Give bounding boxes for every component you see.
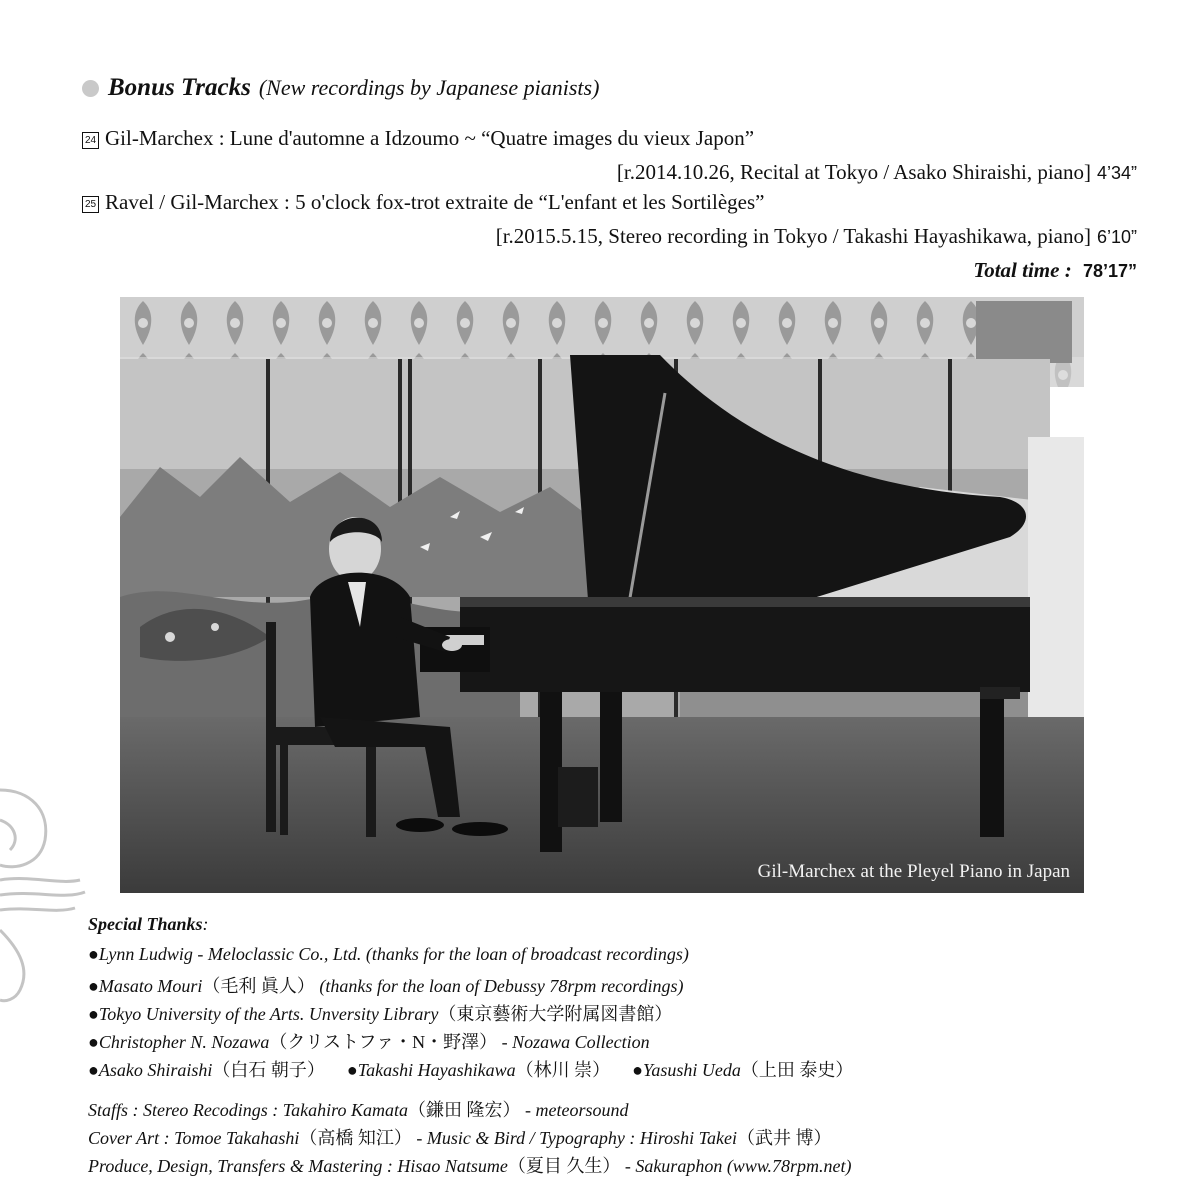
track-24-detail-line — [617, 160, 1137, 185]
special-thanks-heading — [88, 914, 209, 935]
thanks-line-text: ●Lynn Ludwig - Meloclassic Co., Ltd. (thanks for the loan of broadcast recordings) — [88, 944, 689, 964]
track-title: Ravel / Gil-Marchex : 5 o'clock fox-trot extraite de “L'enfant et les Sortilèges” — [105, 190, 765, 214]
credit-text-tail: - meteorsound — [520, 1100, 629, 1120]
bonus-tracks-header — [82, 74, 599, 102]
total-time-value: 78’17” — [1082, 261, 1137, 281]
thanks-person-japanese: （林川 崇） — [515, 1060, 611, 1080]
bonus-tracks-title: Bonus Tracks — [108, 74, 251, 101]
thanks-person-japanese: （白石 朝子） — [212, 1060, 325, 1080]
credit-text-tail: - Music & Bird / Typography : Hiroshi Takei — [411, 1128, 738, 1148]
track-25-title-line — [82, 190, 765, 215]
credit-text: Cover Art : Tomoe Takahashi — [88, 1128, 300, 1148]
total-time — [973, 258, 1137, 283]
credit-line — [88, 1152, 851, 1178]
photo-caption: Gil-Marchex at the Pleyel Piano in Japan — [757, 861, 1070, 882]
thanks-line — [88, 1028, 650, 1054]
bonus-tracks-subtitle: (New recordings by Japanese pianists) — [258, 75, 600, 100]
special-thanks-heading-text: Special Thanks — [88, 914, 203, 934]
credit-text: Staffs : Stereo Recodings : Takahiro Kamata — [88, 1100, 408, 1120]
bird-sketch-decoration — [0, 780, 90, 1010]
credit-line — [88, 1096, 628, 1122]
credit-japanese: （高橋 知江） — [299, 1128, 412, 1148]
special-thanks-colon: : — [202, 914, 209, 934]
thanks-person-japanese: （上田 泰史） — [740, 1060, 854, 1080]
thanks-line — [88, 972, 684, 998]
thanks-name: ●Masato Mouri — [88, 976, 203, 996]
total-time-label: Total time : — [973, 258, 1072, 282]
track-24-title-line — [82, 126, 754, 151]
credit-japanese: （鎌田 隆宏） — [407, 1100, 521, 1120]
grey-bullet-icon — [82, 80, 99, 97]
track-duration: 4’34” — [1096, 163, 1137, 183]
thanks-people-line — [88, 1056, 853, 1082]
thanks-line — [88, 944, 689, 965]
credit-text-tail: - Sakuraphon (www.78rpm.net) — [620, 1156, 852, 1176]
track-detail: [r.2015.5.15, Stereo recording in Tokyo / Takashi Hayashikawa, piano] — [495, 224, 1091, 248]
track-25-detail-line — [496, 224, 1137, 249]
photo-illustration — [120, 297, 1084, 893]
thanks-name-japanese: （東京藝術大学附属図書館） — [438, 1004, 673, 1024]
credit-text: Produce, Design, Transfers & Mastering : Hisao Natsume — [88, 1156, 508, 1176]
credit-japanese: （夏目 久生） — [507, 1156, 621, 1176]
thanks-name: ●Tokyo University of the Arts. Unversity Library — [88, 1004, 439, 1024]
thanks-line — [88, 1000, 672, 1026]
thanks-name-japanese: （クリストファ・N・野澤） — [269, 1032, 498, 1052]
track-duration: 6’10” — [1096, 227, 1137, 247]
thanks-note: - Nozawa Collection — [497, 1032, 650, 1052]
thanks-note: (thanks for the loan of Debussy 78rpm recordings) — [314, 976, 684, 996]
credit-line — [88, 1124, 832, 1150]
track-number-box: 25 — [82, 196, 99, 213]
thanks-person: ●Takashi Hayashikawa — [346, 1060, 516, 1080]
pianist-photo — [120, 297, 1084, 893]
track-detail: [r.2014.10.26, Recital at Tokyo / Asako Shiraishi, piano] — [616, 160, 1091, 184]
thanks-name: ●Christopher N. Nozawa — [88, 1032, 270, 1052]
track-number-box: 24 — [82, 132, 99, 149]
track-title: Gil-Marchex : Lune d'automne a Idzoumo ~ “Quatre images du vieux Japon” — [105, 126, 755, 150]
credit-japanese-2: （武井 博） — [737, 1128, 832, 1148]
thanks-person: ●Yasushi Ueda — [632, 1060, 741, 1080]
thanks-person: ●Asako Shiraishi — [88, 1060, 213, 1080]
thanks-name-japanese: （毛利 眞人） — [202, 976, 315, 996]
